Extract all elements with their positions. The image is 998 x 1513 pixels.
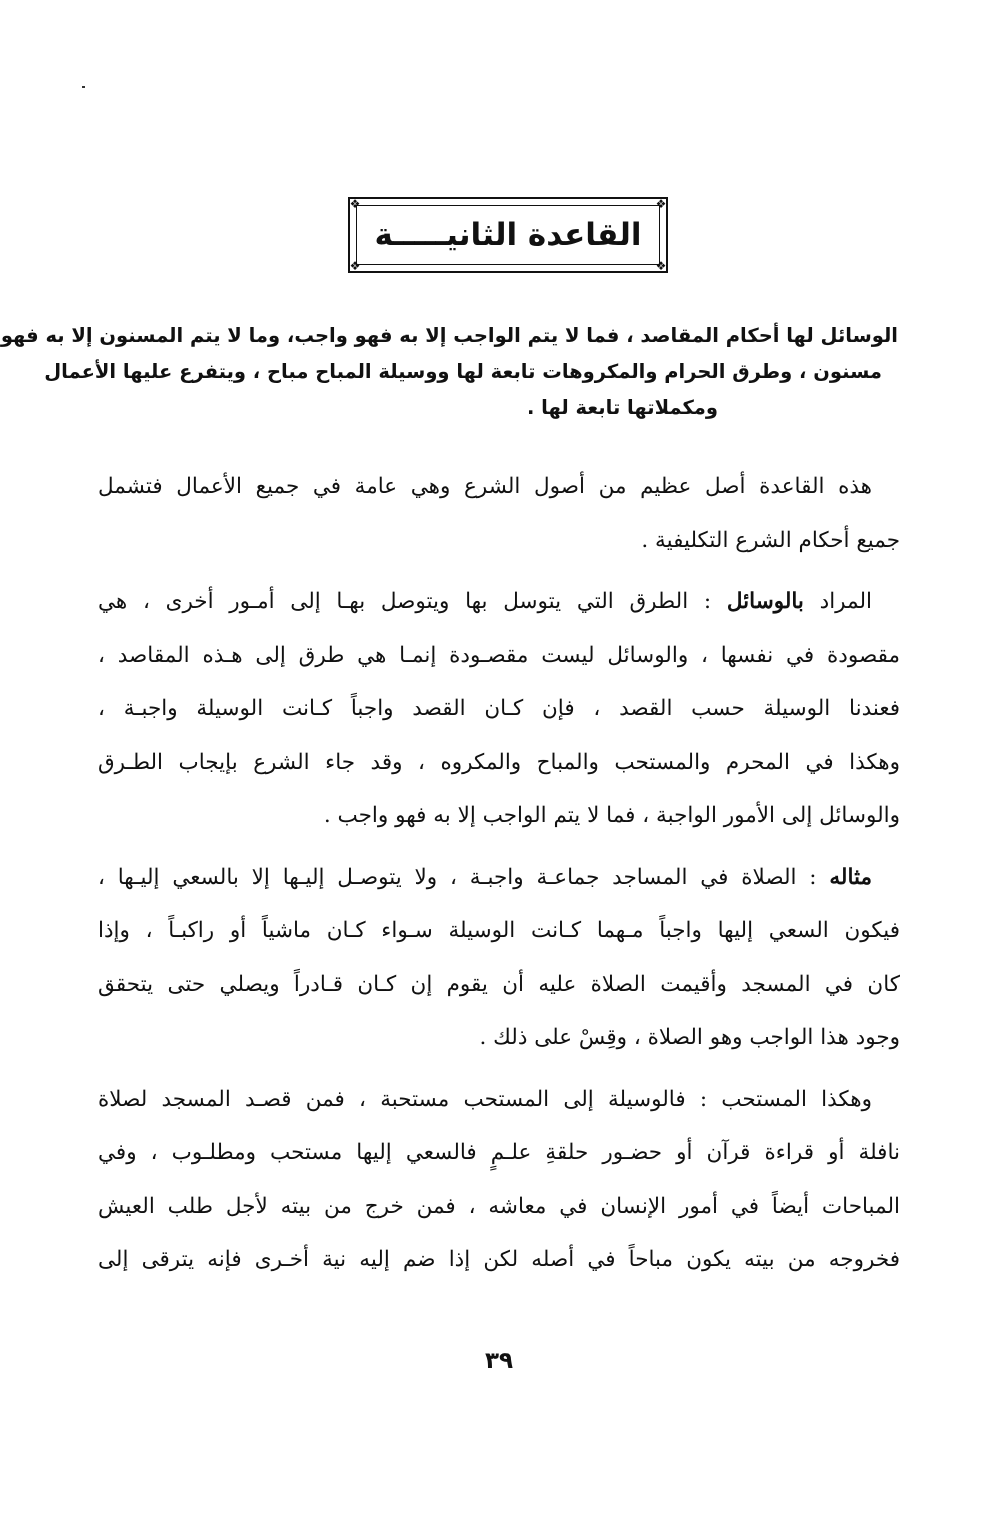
term-bold: مثاله (829, 864, 873, 890)
paragraph (98, 460, 900, 567)
text-line: وهكذا في المحرم والمستحب والمباح والمكروه ، وقد جاء الشرع بإيجاب الطـرق (98, 749, 900, 775)
term-bold: بالوسائل (726, 589, 804, 614)
text-line (98, 575, 900, 629)
text-line: فخروجه من بيته يكون مباحاً في أصله لكن إذا ضم إليه نية أخـرى فإنه يترقى إلى (98, 1247, 900, 1272)
ornament-icon: ❖ (655, 259, 667, 273)
line-text: : الطرق التي يتوسل بها ويتوصل بهـا إلى أمـور أخرى ، هي (98, 589, 712, 614)
rule-line: مسنون ، وطرق الحرام والمكروهات تابعة لها ووسيلة المباح مباح ، ويتفرع عليها الأعمال (44, 360, 882, 383)
text-line: المباحات أيضاً في أمور الإنسان في معاشه ، فمن خرج من بيته لأجل طلب العيش (98, 1193, 900, 1219)
scan-speck (82, 86, 85, 88)
lead-word: المراد (819, 589, 872, 614)
rule-line: ومكملاتها تابعة لها . (526, 396, 718, 419)
paragraph (98, 575, 900, 843)
paragraph (98, 1073, 900, 1287)
text-line: فيكون السعي إليها واجباً مـهما كـانت الوسيلة سـواء كـان ماشياً أو راكبـاً ، وإذا (98, 918, 900, 943)
text-line: جميع أحكام الشرع التكليفية . (641, 527, 900, 553)
ornament-icon: ❖ (655, 197, 667, 211)
text-line: نافلة أو قراءة قرآن أو حضـور حلقةِ علـمٍ فالسعي إليها مستحب ومطلـوب ، وفي (98, 1140, 900, 1165)
rule-statement (0, 318, 898, 426)
rule-line: الوسائل لها أحكام المقاصد ، فما لا يتم الواجب إلا به فهو واجب، وما لا يتم المسنون إلا به فهو (0, 324, 898, 347)
text-line (98, 851, 900, 905)
body-text (98, 460, 900, 1287)
page-number: ٣٩ (484, 1348, 514, 1374)
line-text: : الصلاة في المساجد جماعـة واجبـة ، ولا يتوصـل إليـها إلا بالسعي إليـها ، (98, 864, 817, 890)
text-line: هذه القاعدة أصل عظيم من أصول الشرع وهي عامة في جميع الأعمال فتشمل (98, 474, 872, 499)
ornament-icon: ❖ (349, 259, 361, 273)
text-line: وهكذا المستحب : فالوسيلة إلى المستحب مستحبة ، فمن قصـد المسجد لصلاة (98, 1086, 872, 1112)
text-line: والوسائل إلى الأمور الواجبة ، فما لا يتم الواجب إلا به فهو واجب . (323, 803, 900, 828)
text-line: وجود هذا الواجب وهو الصلاة ، وقِسْ على ذلك . (479, 1025, 900, 1050)
ornament-icon: ❖ (349, 197, 361, 211)
page-title: القاعدة الثانيـــــة (374, 217, 642, 253)
text-line: فعندنا الوسيلة حسب القصد ، فإن كـان القصد واجباً كـانت الوسيلة واجبـة ، (98, 696, 900, 721)
paragraph (98, 851, 900, 1065)
title-frame (348, 197, 668, 273)
text-line: مقصودة في نفسها ، والوسائل ليست مقصـودة إنمـا هي طرق إلى هـذه المقاصد ، (98, 642, 900, 668)
text-line: كان في المسجد وأقيمت الصلاة عليه أن يقوم إن كـان قـادراً ويصلي حتى يتحقق (98, 971, 900, 997)
